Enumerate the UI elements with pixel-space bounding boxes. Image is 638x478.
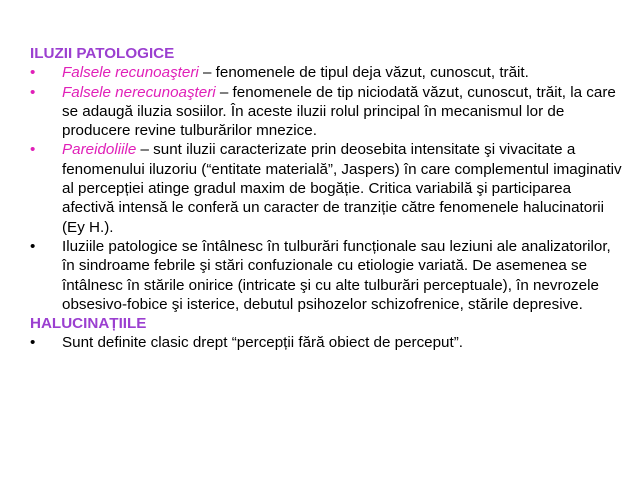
term-falsele-recunoasteri: Falsele recunoaşteri <box>62 64 199 82</box>
item-text: – sunt iluzii caracterizate prin deosebita intensitate şi vivacitate a fenomenului iluzoriu (“entitate materială”, Jaspers) în care complementul imaginativ al percepției atinge gradul maxim de bogăție. Critica variabilă şi participarea afectivă intensă le conferă un caracter de tranziție către fenomenele halucinatorii (Ey H.). <box>62 141 622 236</box>
bullet-dot-icon: • <box>30 64 36 82</box>
term-falsele-nerecunoasteri: Falsele nerecunoaşteri <box>62 83 216 101</box>
term-pareidoliile: Pareidoliile <box>62 141 137 159</box>
section-heading-halucinatiile: HALUCINAȚIILE <box>30 315 147 333</box>
bullet-dot-icon: • <box>30 141 36 159</box>
list-item-pathological-illusions <box>30 237 622 314</box>
section-heading-iluzii-patologice: ILUZII PATOLOGICE <box>30 45 175 62</box>
item-text: Iluziile patologice se întâlnesc în tulburări funcționale sau leziuni ale analizatorilor, în sindroame febrile şi stări confuzionale cu etiologie variată. De asemenea se întâlnesc în stările onirice (intricate şi cu alte tulburări perceptuale), în nevrozele obsesivo-fobice şi isterice, debutul psihozelor schizofrenice, stările depresive. <box>62 237 611 313</box>
bullet-dot-icon: • <box>30 334 36 352</box>
bullet-dot-icon: • <box>30 83 36 101</box>
item-text: – fenomenele de tipul deja văzut, cunoscut, trăit. <box>198 64 529 82</box>
list-item-false-non-recognitions <box>30 83 622 141</box>
list-item-pareidolia <box>30 140 622 236</box>
list-item-hallucination-definition <box>30 333 622 352</box>
slide-content <box>30 44 622 353</box>
bullet-dot-icon: • <box>30 237 36 255</box>
item-text: Sunt definite clasic drept “percepții fără obiect de perceput”. <box>62 334 464 352</box>
list-item-false-recognitions <box>30 63 622 82</box>
item-text: – fenomenele de tip niciodată văzut, cunoscut, trăit, la care se adaugă iluzia sosiilor. În aceste iluzii rolul principal în mecanismul lor de producere revine tulburărilor mnezice. <box>62 83 616 140</box>
